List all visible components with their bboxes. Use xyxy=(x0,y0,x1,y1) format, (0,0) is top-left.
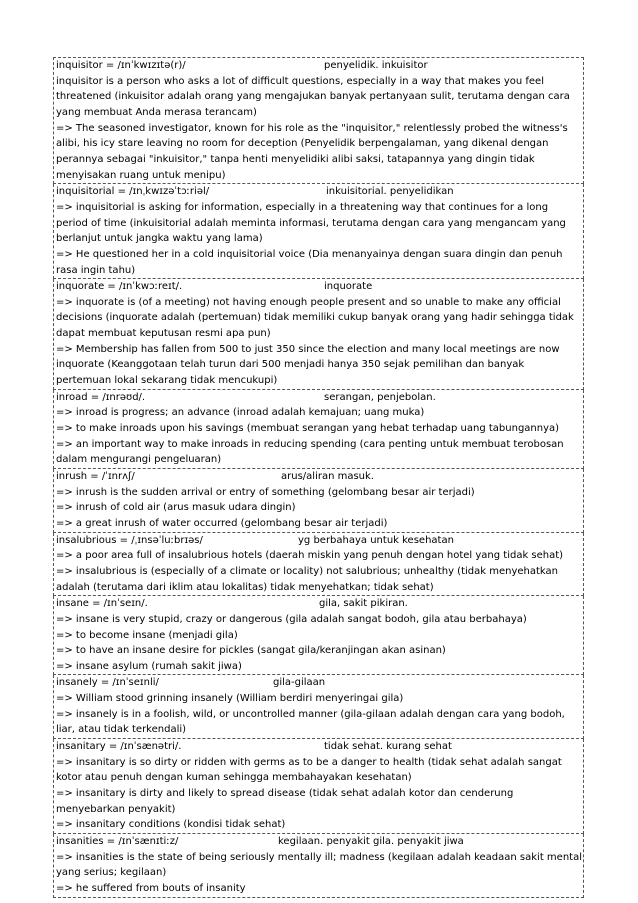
meaning: tidak sehat. kurang sehat xyxy=(324,741,452,753)
dictionary-entry-insalubrious xyxy=(53,533,584,597)
dictionary-entry-insanities xyxy=(53,834,584,898)
entry-header xyxy=(56,469,582,485)
example-line: => insanitary conditions (kondisi tidak sehat) xyxy=(56,819,286,831)
headword: insane = /ɪnˈseɪn/. xyxy=(56,598,148,610)
meaning: gila-gilaan xyxy=(273,677,326,689)
entry-header xyxy=(56,596,582,612)
meaning: gila, sakit pikiran. xyxy=(319,598,408,610)
example-line: => to make inroads upon his savings (membuat serangan yang hebat terhadap uang tabungannya) xyxy=(56,423,560,435)
definition-line: inquisitor is a person who asks a lot of difficult questions, especially in a way that makes you feel threatened (inkuisitor adalah orang yang mengajukan banyak pertanyaan sulit, terutama dengan cara yang membuat Anda merasa terancam) xyxy=(56,75,570,118)
dictionary-entry-inroad xyxy=(53,390,584,469)
meaning: arus/aliran masuk. xyxy=(281,471,374,482)
example-line: => to have an insane desire for pickles (sangat gila/keranjingan akan asinan) xyxy=(56,645,446,657)
meaning: serangan, penjebolan. xyxy=(324,391,436,403)
headword: inquisitor = /ɪnˈkwɪzɪtə(r)/ xyxy=(56,60,186,71)
dictionary-entry-insanely xyxy=(53,675,584,739)
meaning: yg berbahaya untuk kesehatan xyxy=(298,534,454,546)
dictionary-entry-insanitary xyxy=(53,739,584,834)
entry-header xyxy=(56,279,582,295)
entry-header xyxy=(56,58,582,74)
example-line: => to become insane (menjadi gila) xyxy=(56,629,238,641)
document-page xyxy=(53,57,584,898)
headword: insanities = /ɪnˈsænɪtiːz/ xyxy=(56,836,179,848)
headword: insanely = /ɪnˈseɪnli/ xyxy=(56,677,159,689)
dictionary-entry-inquorate xyxy=(53,279,584,390)
example-line: => William stood grinning insanely (William berdiri menyeringai gila) xyxy=(56,693,404,705)
definition-line: => insanities is the state of being seriously mentally ill; madness (kegilaan adalah keadaan sakit mental yang serius; kegilaan) xyxy=(56,851,582,879)
dictionary-entry-inquisitor xyxy=(53,57,584,184)
definition-line: => inquorate is (of a meeting) not having enough people present and so unable to make any official decisions (inquorate adalah (pertemuan) tidak memiliki cukup banyak orang yang hadir sehingga tidak dapat membuat keputusan resmi apa pun) xyxy=(56,296,574,340)
headword: inroad = /ɪnrəʊd/. xyxy=(56,391,146,403)
example-line: => a poor area full of insalubrious hotels (daerah miskin yang penuh dengan hotel yang tidak sehat) xyxy=(56,550,564,562)
dictionary-entry-inquisitorial xyxy=(53,184,584,279)
example-line: => he suffered from bouts of insanity xyxy=(56,882,246,894)
definition-line: => insalubrious is (especially of a climate or locality) not salubrious; unhealthy (tidak menyehatkan adalah (terutama dari iklim atau lokalitas) tidak menyehatkan; tidak sehat) xyxy=(56,565,558,593)
definition-line: => inrush is the sudden arrival or entry of something (gelombang besar air terjadi) xyxy=(56,486,475,498)
meaning: inquorate xyxy=(324,281,373,293)
headword: insanitary = /ɪnˈsænətri/. xyxy=(56,741,182,753)
example-line: => He questioned her in a cold inquisitorial voice (Dia menanyainya dengan suara dingin dan penuh rasa ingin tahu) xyxy=(56,248,563,276)
headword: inquorate = /ɪnˈkwɔːreɪt/. xyxy=(56,281,183,293)
example-line: => The seasoned investigator, known for his role as the "inquisitor," relentlessly probed the witness's alibi, his icy stare leaving no room for deception (Penyelidik berpengalaman, yang dikenal dengan perannya sebagai "inkuisitor," tanpa henti menyelidiki alibi saksi, tatapannya yang dingin tidak menyisakan ruang untuk menipu) xyxy=(56,122,568,181)
headword: insalubrious = /ˌɪnsəˈluːbrɪəs/ xyxy=(56,534,203,546)
definition-line: => insane is very stupid, crazy or dangerous (gila adalah sangat bodoh, gila atau berbahaya) xyxy=(56,613,527,625)
example-line: => insane asylum (rumah sakit jiwa) xyxy=(56,660,242,672)
headword: inrush = /ˈɪnrʌʃ/ xyxy=(56,471,135,482)
entry-header xyxy=(56,533,582,549)
definition-line: => insanitary is so dirty or ridden with germs as to be a danger to health (tidak sehat adalah sangat kotor atau penuh dengan kuman sehingga membahayakan kesehatan) xyxy=(56,756,562,784)
definition-line: => inquisitorial is asking for information, especially in a threatening way that continues for a long period of time (inkuisitorial adalah meminta informasi, terutama dengan cara yang mengancam yang berlanjut untuk jangka waktu yang lama) xyxy=(56,201,566,245)
meaning: penyelidik. inkuisitor xyxy=(324,60,428,71)
dictionary-entry-inrush xyxy=(53,469,584,533)
entry-header xyxy=(56,834,582,850)
entry-header xyxy=(56,184,582,200)
definition-line: => insanitary is dirty and likely to spread disease (tidak sehat adalah kotor dan cenderung menyebarkan penyakit) xyxy=(56,788,514,815)
example-line: => an important way to make inroads in reducing spending (cara penting untuk membuat terobosan dalam mengurangi pengeluaran) xyxy=(56,438,564,466)
entry-header xyxy=(56,739,582,755)
headword: inquisitorial = /ɪnˌkwɪzəˈtɔːriəl/ xyxy=(56,186,210,198)
meaning: kegilaan. penyakit gila. penyakit jiwa xyxy=(278,836,464,848)
example-line: => a great inrush of water occurred (gelombang besar air terjadi) xyxy=(56,517,388,529)
entry-header xyxy=(56,675,582,691)
definition-line: => insanely is in a foolish, wild, or uncontrolled manner (gila-gilaan adalah dengan cara yang bodoh, liar, atau tidak terkendali) xyxy=(56,708,565,736)
example-line: => Membership has fallen from 500 to just 350 since the election and many local meetings are now inquorate (Keanggotaan telah turun dari 500 menjadi hanya 350 sejak pemilihan dan banyak pertemuan lokal sekarang tidak mencukupi) xyxy=(56,343,560,387)
example-line: => inrush of cold air (arus masuk udara dingin) xyxy=(56,502,296,514)
entry-header xyxy=(56,390,582,406)
definition-line: => inroad is progress; an advance (inroad adalah kemajuan; uang muka) xyxy=(56,407,425,419)
meaning: inkuisitorial. penyelidikan xyxy=(326,186,454,198)
dictionary-entry-insane xyxy=(53,596,584,675)
